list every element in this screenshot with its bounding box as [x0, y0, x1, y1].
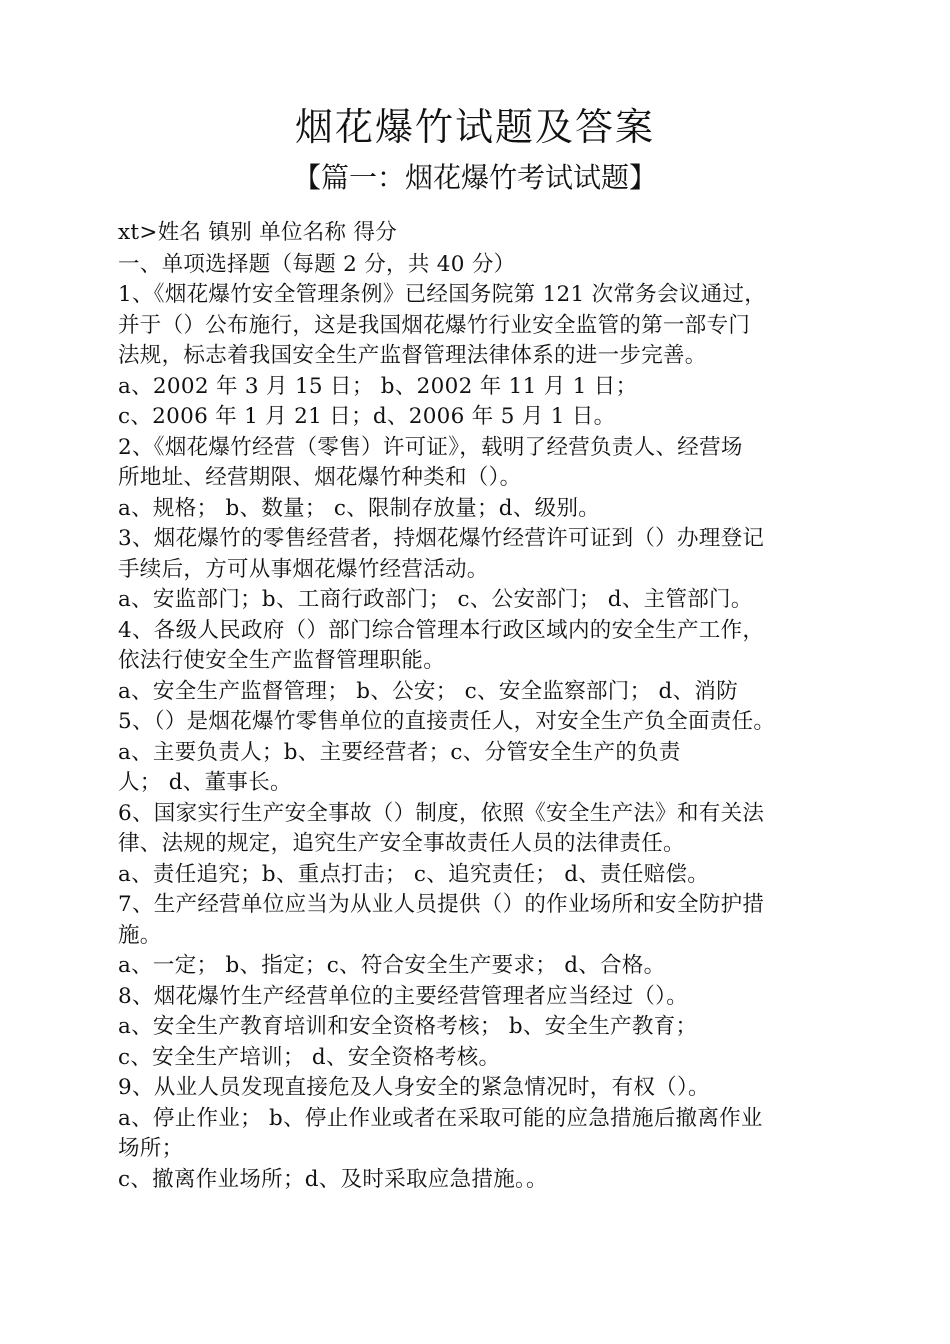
text-line: 6、国家实行生产安全事故（）制度，依照《安全生产法》和有关法 [118, 800, 765, 826]
text-line: c、安全生产培训； d、安全资格考核。 [118, 1044, 501, 1070]
text-line: 依法行使安全生产监督管理职能。 [118, 648, 446, 673]
text-line: a、安全生产教育培训和安全资格考核； b、安全生产教育； [118, 1014, 698, 1039]
text-line: 5、（）是烟花爆竹零售单位的直接责任人，对安全生产负全面责任。 [118, 709, 776, 734]
text-line: 并于（）公布施行，这是我国烟花爆竹行业安全监管的第一部专门 [118, 312, 751, 338]
text-line: 人； d、董事长。 [118, 770, 292, 795]
text-line: a、规格； b、数量； c、限制存放量；d、级别。 [118, 495, 601, 521]
text-line: 3、烟花爆竹的零售经营者，持烟花爆竹经营许可证到（）办理登记 [118, 526, 765, 551]
text-line: a、停止作业； b、停止作业或者在采取可能的应急措施后撤离作业 [118, 1105, 763, 1131]
text-line: 2、《烟花爆竹经营（零售）许可证》，载明了经营负责人、经营场 [118, 434, 743, 460]
text-line: c、撤离作业场所；d、及时采取应急措施。。 [118, 1166, 548, 1192]
document-title: 烟花爆竹试题及答案 [294, 105, 655, 149]
text-line: 施。 [118, 922, 162, 948]
text-line: 律、法规的规定，追究生产安全事故责任人员的法律责任。 [118, 831, 685, 856]
document-body [118, 218, 858, 1195]
text-line: a、责任追究；b、重点打击； c、追究责任； d、责任赔偿。 [118, 861, 710, 887]
text-line: 9、从业人员发现直接危及人身安全的紧急情况时，有权（）。 [118, 1075, 710, 1100]
text-line: 场所； [118, 1136, 184, 1161]
text-line: a、主要负责人；b、主要经营者；c、分管安全生产的负责 [118, 739, 681, 765]
text-line: a、安全生产监督管理； b、公安； c、安全监察部门； d、消防 [118, 678, 738, 704]
text-line: a、2002 年 3 月 15 日； b、2002 年 11 月 1 日； [118, 373, 638, 399]
text-line: 8、烟花爆竹生产经营单位的主要经营管理者应当经过（）。 [118, 983, 689, 1009]
text-line: 7、生产经营单位应当为从业人员提供（）的作业场所和安全防护措 [118, 892, 765, 917]
text-line: a、一定； b、指定；c、符合安全生产要求； d、合格。 [118, 953, 666, 978]
text-line: 所地址、经营期限、烟花爆竹种类和（）。 [118, 465, 522, 490]
text-line: 一、单项选择题（每题 2 分，共 40 分） [118, 251, 516, 277]
text-line: 4、各级人民政府（）部门综合管理本行政区域内的安全生产工作， [118, 617, 765, 643]
text-line: 法规，标志着我国安全生产监督管理法律体系的进一步完善。 [118, 343, 707, 368]
text-line: c、2006 年 1 月 21 日；d、2006 年 5 月 1 日。 [118, 404, 616, 429]
text-line: a、安监部门；b、工商行政部门； c、公安部门； d、主管部门。 [118, 587, 753, 612]
text-line: 手续后，方可从事烟花爆竹经营活动。 [118, 556, 489, 582]
document-subtitle: 【篇一：烟花爆竹考试试题】 [292, 161, 657, 194]
text-line: xt>姓名 镇别 单位名称 得分 [118, 220, 398, 245]
text-line: 1、《烟花爆竹安全管理条例》已经国务院第 121 次常务会议通过， [118, 282, 767, 307]
